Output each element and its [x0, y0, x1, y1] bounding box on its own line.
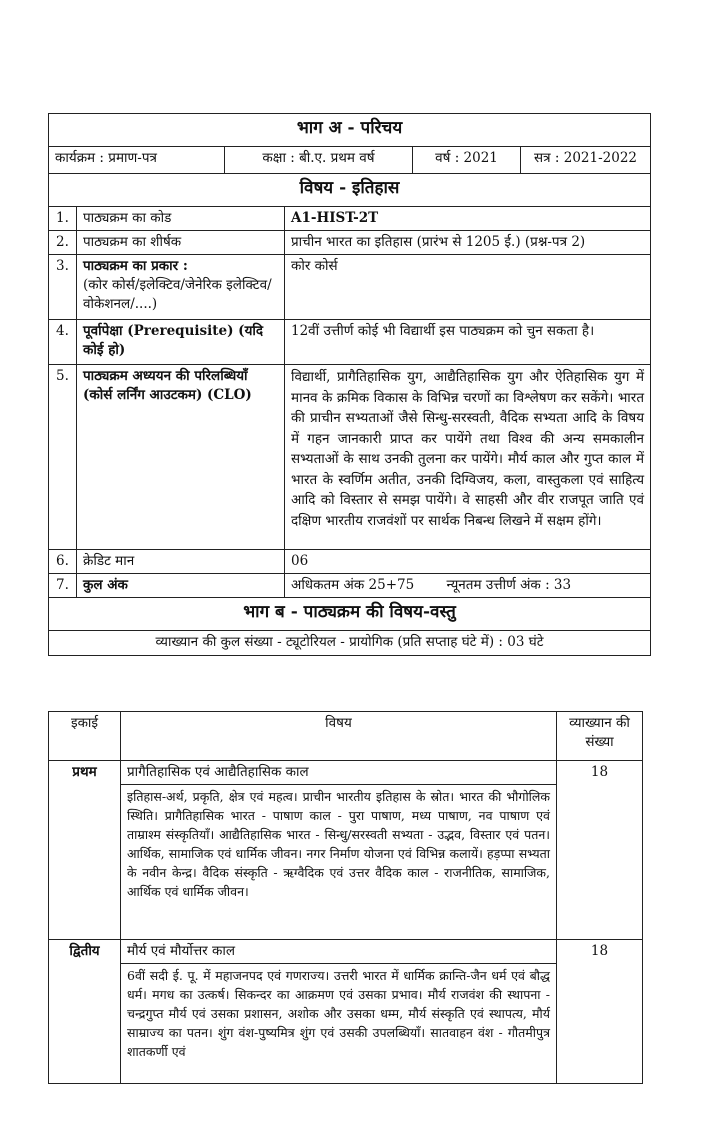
part-b-title: भाग ब - पाठ्यक्रम की विषय-वस्तु: [49, 598, 651, 631]
course-code: A1-HIST-2T: [285, 207, 651, 231]
row-label: क्रेडिट मान: [77, 550, 285, 574]
unit-content: इतिहास-अर्थ, प्रकृति, क्षेत्र एवं महत्व। प्राचीन भारतीय इतिहास के स्रोत। भारत की भौगोलिक स्थिति। प्रागैतिहासिक भारत - पाषाण काल - पुरा पाषाण, मध्य पाषाण, नव पाषाण एवं ताम्राश्म संस्कृतियाँ। आद्यैतिहासिक भारत - सिन्धु/सरस्वती सभ्यता - उद्भव, विस्तार एवं पतन। आर्थिक, सामाजिक एवं धार्मिक जीवन। नगर निर्माण योजना एवं विभिन्न कलायें। हड़प्पा सभ्यता के नवीन केन्द्र। वैदिक संस्कृति - ऋग्वैदिक एवं उत्तर वैदिक काल - राजनीतिक, सामाजिक, आर्थिक एवं धार्मिक जीवन।: [121, 785, 557, 940]
unit-heading: मौर्य एवं मौर्योत्तर काल: [121, 940, 557, 964]
class-cell: कक्षा : बी.ए. प्रथम वर्ष: [225, 147, 413, 174]
course-type: कोर कोर्स: [285, 255, 651, 320]
row-num: 4.: [49, 320, 77, 365]
col-topic-header: विषय: [121, 712, 557, 761]
course-title: प्राचीन भारत का इतिहास (प्रारंभ से 1205 ई.) (प्रश्न-पत्र 2): [285, 231, 651, 255]
units-table: [48, 711, 643, 1084]
row-label: पाठ्यक्रम का कोड: [77, 207, 285, 231]
unit-content: 6वीं सदी ई. पू. में महाजनपद एवं गणराज्य। उत्तरी भारत में धार्मिक क्रान्ति-जैन धर्म एवं बौद्ध धर्म। मगध का उत्कर्ष। सिकन्दर का आक्रमण एवं उसका प्रभाव। मौर्य राजवंश की स्थापना - चन्द्रगुप्त मौर्य एवं उसका प्रशासन, अशोक और उसका धम्म, मौर्य संस्कृति एवं स्थापत्य, मौर्य साम्राज्य का पतन। शुंग वंश-पुष्यमित्र शुंग एवं उसकी उपलब्धियाँ। सातवाहन वंश - गौतमीपुत्र शातकर्णी एवं: [121, 964, 557, 1084]
course-outcomes: विद्यार्थी, प्रागैतिहासिक युग, आद्यैतिहासिक युग और ऐतिहासिक युग में मानव के क्रमिक विकास के विभिन्न चरणों का विश्लेषण कर सकेंगे। भारत की प्राचीन सभ्यताओं जैसे सिन्धु-सरस्वती, वैदिक सभ्यता आदि के विषय में गहन जानकारी प्राप्त कर पायेंगे तथा विश्व की अन्य समकालीन सभ्यताओं के साथ उनकी तुलना कर पायेंगे। मौर्य काल और गुप्त काल में भारत के स्वर्णिम अतीत, उनकी दिग्विजय, कला, वास्तुकला एवं साहित्य आदि को विस्तार से समझ पायेंगे। वे साहसी और वीर राजपूत जाति एवं दक्षिण भारतीय राजवंशों पर सार्थक निबन्ध लिखने में सक्षम होंगे।: [285, 365, 651, 550]
unit-name: द्वितीय: [49, 940, 121, 1084]
session-cell: सत्र : 2021-2022: [521, 147, 651, 174]
row-num: 1.: [49, 207, 77, 231]
course-type-label: पाठ्यक्रम का प्रकार :: [83, 258, 188, 274]
row-label: पाठ्यक्रम अध्ययन की परिलब्धियाँ (कोर्स लर्निंग आउटकम) (CLO): [77, 365, 285, 550]
course-type-options: (कोर कोर्स/इलेक्टिव/जेनेरिक इलेक्टिव/वोकेशनल/....): [83, 277, 272, 312]
prerequisite: 12वीं उत्तीर्ण कोई भी विद्यार्थी इस पाठ्यक्रम को चुन सकता है।: [285, 320, 651, 365]
row-label: [77, 255, 285, 320]
row-label: पूर्वापेक्षा (Prerequisite) (यदि कोई हो): [77, 320, 285, 365]
lecture-count: 18: [557, 940, 643, 1084]
program-cell: कार्यक्रम : प्रमाण-पत्र: [49, 147, 225, 174]
year-cell: वर्ष : 2021: [413, 147, 521, 174]
lectures-info: व्याख्यान की कुल संख्या - ट्यूटोरियल - प्रायोगिक (प्रति सप्ताह घंटे में) : 03 घंटे: [49, 631, 651, 656]
row-num: 3.: [49, 255, 77, 320]
row-num: 7.: [49, 574, 77, 598]
row-num: 2.: [49, 231, 77, 255]
min-marks: न्यूनतम उत्तीर्ण अंक : 33: [446, 577, 572, 593]
total-marks: [285, 574, 651, 598]
part-a-table: [48, 113, 651, 656]
subject-title: विषय - इतिहास: [49, 174, 651, 207]
part-a-title: भाग अ - परिचय: [49, 114, 651, 147]
row-num: 5.: [49, 365, 77, 550]
col-unit-header: इकाई: [49, 712, 121, 761]
max-marks: अधिकतम अंक 25+75: [291, 577, 415, 593]
row-num: 6.: [49, 550, 77, 574]
row-label: पाठ्यक्रम का शीर्षक: [77, 231, 285, 255]
col-count-header: व्याख्यान की संख्या: [557, 712, 643, 761]
row-label: कुल अंक: [77, 574, 285, 598]
lecture-count: 18: [557, 761, 643, 940]
unit-name: प्रथम: [49, 761, 121, 940]
unit-heading: प्रागैतिहासिक एवं आद्यैतिहासिक काल: [121, 761, 557, 785]
credit-value: 06: [285, 550, 651, 574]
